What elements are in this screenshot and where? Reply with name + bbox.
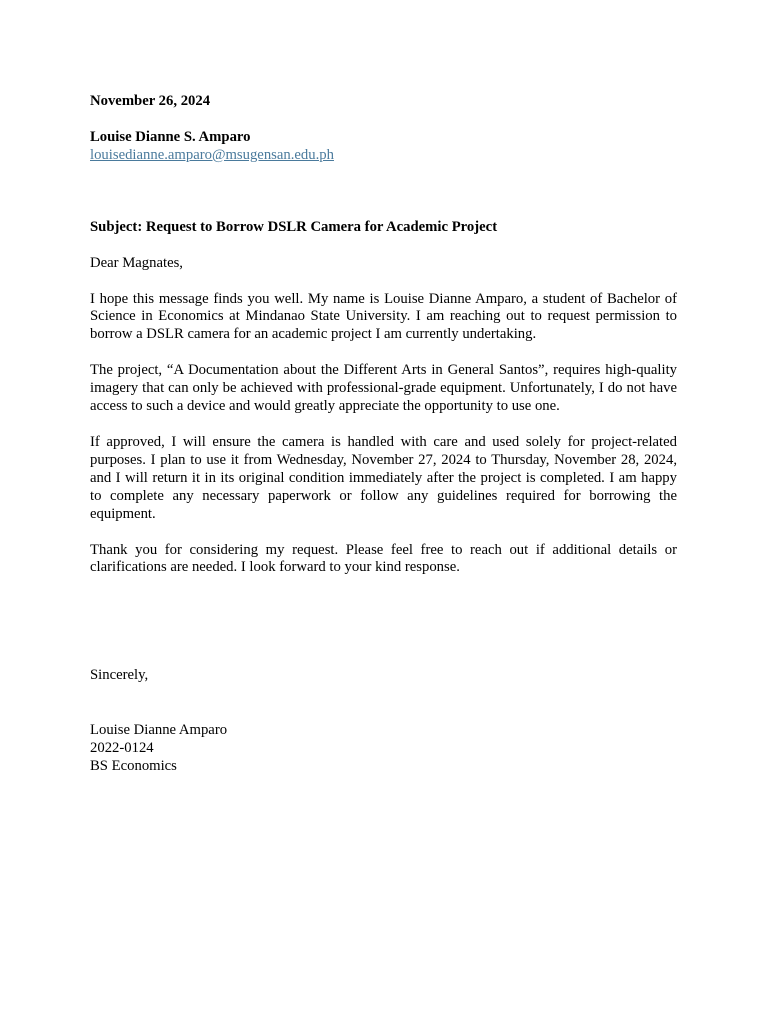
letter-subject: Subject: Request to Borrow DSLR Camera for Academic Project (90, 218, 498, 235)
sender-name: Louise Dianne S. Amparo (90, 128, 251, 145)
sender-email-link[interactable]: louisedianne.amparo@msugensan.edu.ph (90, 146, 334, 163)
signature-name: Louise Dianne Amparo (90, 722, 228, 739)
body-paragraph-2: The project, “A Documentation about the Different Arts in General Santos”, requires high-quality imagery that can only be achieved with professional-grade equipment. Unfortunately, I do not have access to such a device and would greatly appreciate the opportunity to use one. (90, 362, 677, 415)
letter-page (90, 93, 677, 775)
letter-closing: Sincerely, (90, 667, 149, 684)
signature-program: BS Economics (90, 758, 177, 775)
letter-salutation: Dear Magnates, (90, 254, 183, 271)
body-paragraph-1: I hope this message finds you well. My name is Louise Dianne Amparo, a student of Bachelor of Science in Economics at Mindanao State University. I am reaching out to request permission to borrow a DSLR camera for an academic project I am currently undertaking. (90, 290, 677, 343)
letter-date: November 26, 2024 (90, 93, 211, 109)
body-paragraph-3: If approved, I will ensure the camera is handled with care and used solely for project-related purposes. I plan to use it from Wednesday, November 27, 2024 to Thursday, November 28, 2024, and I will return it in its original condition immediately after the project is completed. I am happy to complete any necessary paperwork or follow any guidelines required for borrowing the equipment. (90, 433, 677, 522)
signature-id-number: 2022-0124 (90, 740, 154, 757)
body-paragraph-4: Thank you for considering my request. Please feel free to reach out if additional details or clarifications are needed. I look forward to your kind response. (90, 541, 677, 576)
signature-block (90, 721, 677, 775)
